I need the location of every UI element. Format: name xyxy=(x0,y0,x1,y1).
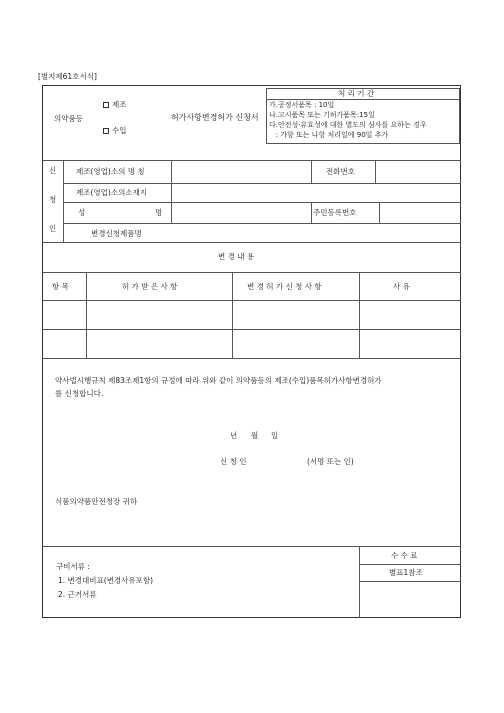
statement-line-2: 를 신청합니다. xyxy=(55,389,104,398)
change-row-item-cell[interactable] xyxy=(43,330,85,357)
form-number: [별지제61호서식] xyxy=(38,72,97,81)
option-manufacture[interactable] xyxy=(103,101,127,109)
option-import[interactable] xyxy=(103,127,127,135)
applicant-side-label-3: 인 xyxy=(49,224,57,233)
change-row-approved-cell[interactable] xyxy=(87,301,231,328)
manufacture-checkbox[interactable] xyxy=(103,102,109,108)
company-name-label: 제조(영업)소의 명 칭 xyxy=(76,167,145,176)
address-label: 제조(영업)소의소재지 xyxy=(76,188,148,197)
company-name-field[interactable] xyxy=(172,161,310,182)
phone-field[interactable] xyxy=(376,161,460,182)
processing-line-4: : 가항 또는 나항 처리일에 90일 추가 xyxy=(269,131,389,139)
change-row-approved-cell[interactable] xyxy=(87,330,231,357)
fee-label: 수 수 료 xyxy=(391,551,418,560)
column-header-item: 항 목 xyxy=(52,282,69,291)
change-row-requested-cell[interactable] xyxy=(233,330,358,357)
column-header-requested: 변 경 허 가 신 청 사 항 xyxy=(247,282,322,291)
processing-period-label: 처 리 기 간 xyxy=(338,89,375,98)
name-field[interactable] xyxy=(172,203,310,222)
column-header-approved: 허 가 받 은 사 항 xyxy=(122,282,178,291)
changes-section-title: 변 경 내 용 xyxy=(218,252,255,261)
applicant-side-label-1: 신 xyxy=(49,166,57,175)
signature-label: (서명 또는 인) xyxy=(307,457,354,466)
processing-line-2: 나.고시품목 또는 기허가품목:15일 xyxy=(269,111,375,119)
change-row-reason-cell[interactable] xyxy=(360,330,460,357)
document-item-1: 1. 변경대비표(변경사유포함) xyxy=(58,576,154,585)
resident-no-field[interactable] xyxy=(380,203,460,222)
phone-label: 전화번호 xyxy=(326,167,355,176)
import-checkbox[interactable] xyxy=(103,128,109,134)
document-item-2: 2. 근거서류 xyxy=(58,590,97,599)
import-label: 수입 xyxy=(112,126,127,135)
manufacture-label: 제조 xyxy=(112,100,127,109)
date-day-label: 일 xyxy=(271,431,279,440)
resident-no-label: 주민등록번호 xyxy=(313,208,357,217)
name-label-b: 명 xyxy=(155,208,163,217)
product-name-label: 변경신청제품명 xyxy=(91,229,142,238)
fee-value: 별표1참조 xyxy=(389,568,423,577)
applicant-sign-label: 신 청 인 xyxy=(220,457,247,466)
change-row-requested-cell[interactable] xyxy=(233,301,358,328)
change-row-reason-cell[interactable] xyxy=(360,301,460,328)
change-row-item-cell[interactable] xyxy=(43,301,85,328)
statement-line-1: 약사법시행규칙 제83조제1항의 규정에 따라 위와 같이 의약품등의 제조(수입)품목허가사항변경허가 xyxy=(55,376,382,385)
address-field[interactable] xyxy=(172,184,460,201)
applicant-side-label-2: 청 xyxy=(49,195,57,204)
addressee: 식품의약품안전청장 귀하 xyxy=(55,497,138,506)
processing-line-3: 다.안전성·유효성에 대한 별도의 심사를 요하는 경우 xyxy=(269,121,427,129)
documents-title: 구비서류 : xyxy=(56,562,90,571)
applicant-sign-field[interactable] xyxy=(262,454,304,468)
date-month-label: 월 xyxy=(251,431,259,440)
product-name-field[interactable] xyxy=(172,224,460,241)
column-header-reason: 사 유 xyxy=(393,282,410,291)
form-title: 허가사항변경허가 신청서 xyxy=(171,113,259,122)
name-label-a: 성 xyxy=(78,208,86,217)
processing-line-1: 가.공정서품목 : 10일 xyxy=(269,101,335,109)
date-year-label: 년 xyxy=(230,431,238,440)
category-label: 의약품등 xyxy=(54,114,83,123)
